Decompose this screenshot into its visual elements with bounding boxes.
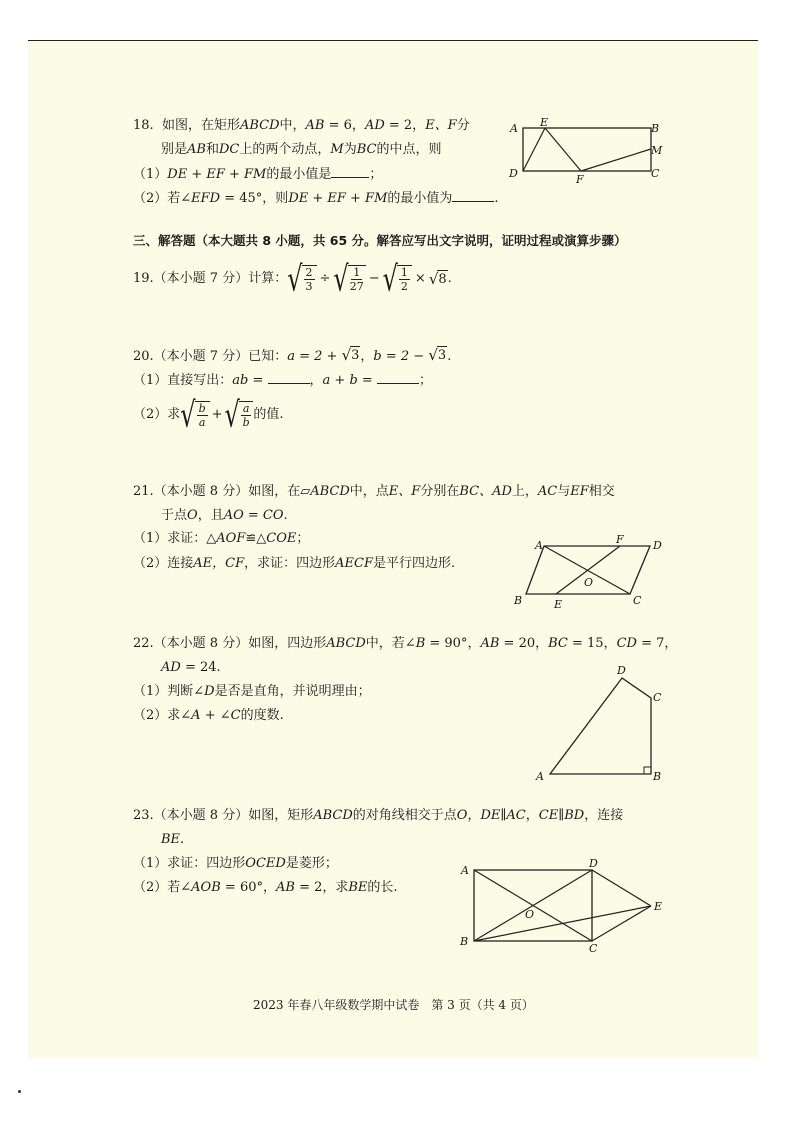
q23-figure bbox=[455, 855, 675, 955]
q21-figure bbox=[510, 532, 670, 612]
label-E: E bbox=[654, 900, 663, 913]
label-E: E bbox=[554, 598, 563, 611]
label-C: C bbox=[653, 691, 662, 704]
q21-line2: 于点O，且AO = CO. bbox=[161, 508, 288, 523]
q20-part2: （2）求 √ $\frac{b}{a}$ + √ $\frac{a}{b}$ 的值. bbox=[133, 394, 284, 436]
q22-part2: （2）求∠A + ∠C的度数. bbox=[133, 708, 284, 723]
label-A: A bbox=[510, 122, 518, 135]
label-A: A bbox=[461, 864, 469, 877]
answer-blank[interactable] bbox=[452, 189, 494, 202]
top-rule bbox=[28, 40, 758, 41]
q18-line1: 18. 如图，在矩形ABCD中，AB = 6，AD = 2，E、F分 bbox=[133, 118, 470, 133]
sqrt-1-27: √ $\frac{1}{27}$ bbox=[333, 258, 364, 300]
q21-part2: （2）连接AE，CF，求证：四边形AECF是平行四边形. bbox=[133, 556, 456, 571]
q18-part2: （2）若∠EFD = 45°，则DE + EF + FM的最小值为 . bbox=[133, 191, 499, 206]
label-F: F bbox=[616, 533, 624, 546]
answer-blank[interactable] bbox=[331, 165, 369, 178]
q23-part2: （2）若∠AOB = 60°，AB = 2，求BE的长. bbox=[133, 880, 398, 895]
q23-line1: 23.（本小题 8 分）如图，矩形ABCD的对角线相交于点O，DE∥AC，CE∥BD，连接 bbox=[133, 808, 624, 823]
label-C: C bbox=[589, 942, 598, 955]
label-E: E bbox=[540, 116, 549, 129]
label-F: F bbox=[576, 173, 584, 185]
label-B: B bbox=[653, 770, 662, 783]
q18-line2: 别是AB和DC上的两个动点，M为BC的中点，则 bbox=[161, 142, 442, 157]
q22-line1: 22.（本小题 8 分）如图，四边形ABCD中，若∠B = 90°，AB = 20，BC = 15，CD = 7， bbox=[133, 636, 678, 651]
sqrt-2-3: √ $\frac{2}{3}$ bbox=[287, 265, 316, 293]
speck bbox=[18, 1090, 21, 1093]
label-D: D bbox=[653, 539, 662, 552]
q22-figure bbox=[530, 660, 670, 785]
page-footer: 2023 年春八年级数学期中试卷 第 3 页（共 4 页） bbox=[253, 998, 534, 1012]
section-3-heading: 三、解答题（本大题共 8 小题，共 65 分。解答应写出文字说明，证明过程或演算步骤） bbox=[133, 233, 627, 248]
label-B: B bbox=[460, 935, 469, 948]
sqrt-b-a: √ $\frac{b}{a}$ bbox=[180, 401, 209, 429]
q18-part1: （1）DE + EF + FM的最小值是 ； bbox=[133, 167, 383, 182]
label-B: B bbox=[514, 594, 523, 607]
answer-blank[interactable] bbox=[268, 371, 310, 384]
q21-part1: （1）求证：△AOF≌△COE； bbox=[133, 531, 310, 546]
label-D: D bbox=[617, 664, 626, 677]
label-O: O bbox=[584, 576, 594, 589]
label-D: D bbox=[509, 167, 518, 180]
answer-blank[interactable] bbox=[377, 371, 419, 384]
q18-figure bbox=[505, 115, 675, 185]
q23-line2: BE. bbox=[161, 832, 185, 847]
q22-line2: AD = 24. bbox=[161, 660, 221, 675]
label-A: A bbox=[536, 770, 544, 783]
label-B: B bbox=[651, 122, 660, 135]
sqrt-1-2: √ $\frac{1}{2}$ bbox=[383, 265, 412, 293]
q23-part1: （1）求证：四边形OCED是菱形； bbox=[133, 856, 338, 871]
q19-line: 19.（本小题 7 分）计算： √ $\frac{2}{3}$ ÷ √ $\frac{1}{27}$ − √ $\frac{1}{2}$ × √ 8 . bbox=[133, 258, 452, 300]
sqrt-a-b: √ $\frac{a}{b}$ bbox=[225, 401, 254, 429]
label-M: M bbox=[651, 144, 663, 157]
label-D: D bbox=[589, 857, 598, 870]
q20-line1: 20.（本小题 7 分）已知：a = 2 + √ 3 ，b = 2 − √ 3 . bbox=[133, 346, 452, 364]
label-O: O bbox=[525, 908, 535, 921]
q20-part1: （1）直接写出：ab = ，a + b = ； bbox=[133, 373, 432, 388]
q21-line1: 21.（本小题 8 分）如图，在▱ABCD中，点E、F分别在BC、AD上，AC与EF相交 bbox=[133, 484, 615, 499]
label-C: C bbox=[651, 167, 660, 180]
q22-part1: （1）判断∠D是否是直角，并说明理由； bbox=[133, 684, 371, 699]
label-A: A bbox=[535, 539, 543, 552]
label-C: C bbox=[633, 594, 642, 607]
